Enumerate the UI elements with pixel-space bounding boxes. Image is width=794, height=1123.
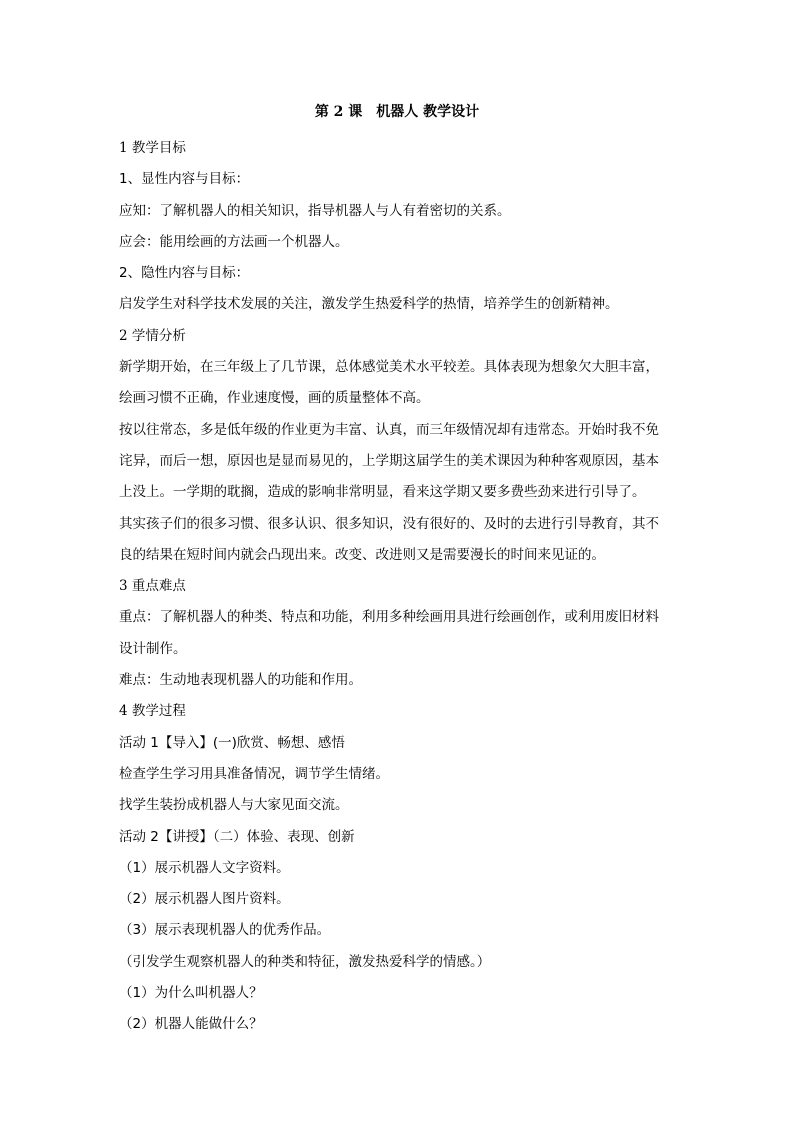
text-line: 2、隐性内容与目标：	[119, 265, 250, 282]
text-line: 新学期开始，在三年级上了几节课，总体感觉美术水平较差。具体表现为想象欠大胆丰富，	[119, 359, 659, 376]
text-line: （2）机器人能做什么？	[119, 1016, 263, 1033]
text-line: 检查学生学习用具准备情况，调节学生情绪。	[119, 765, 389, 782]
text-line: 诧异，而后一想，原因也是显而易见的，上学期这届学生的美术课因为种种客观原因，基本	[119, 452, 659, 469]
document-body	[119, 133, 679, 1041]
text-line: （1）为什么叫机器人？	[119, 985, 263, 1002]
section-heading-objectives: 1 教学目标	[119, 140, 186, 156]
text-line: （3）展示表现机器人的优秀作品。	[119, 922, 331, 939]
text-line: 活动 1【导入】(一)欣赏、畅想、感悟	[119, 734, 345, 751]
text-line: 1、显性内容与目标：	[119, 171, 250, 188]
text-line: 绘画习惯不正确，作业速度慢，画的质量整体不高。	[119, 390, 430, 407]
text-line: 良的结果在短时间内就会凸现出来。改变、改进则又是需要漫长的时间来见证的。	[119, 546, 605, 563]
section-heading-key-points: 3 重点难点	[119, 578, 186, 595]
text-line: 难点：生动地表现机器人的功能和作用。	[119, 672, 362, 689]
text-line: 重点：了解机器人的种类、特点和功能，利用多种绘画用具进行绘画创作，或利用废旧材料	[119, 609, 659, 626]
text-line: 按以往常态，多是低年级的作业更为丰富、认真，而三年级情况却有违常态。开始时我不免	[119, 421, 659, 438]
text-line: （1）展示机器人文字资料。	[119, 859, 290, 876]
section-heading-analysis: 2 学情分析	[119, 327, 186, 344]
text-line: （引发学生观察机器人的种类和特征，激发热爱科学的情感。）	[119, 953, 491, 970]
text-line: 启发学生对科学技术发展的关注，激发学生热爱科学的热情，培养学生的创新精神。	[119, 296, 619, 313]
text-line: 应会：能用绘画的方法画一个机器人。	[119, 233, 349, 250]
text-line: 上没上。一学期的耽搁，造成的影响非常明显，看来这学期又要多费些劲来进行引导了。	[119, 484, 646, 501]
text-line: （2）展示机器人图片资料。	[119, 891, 290, 908]
text-line: 找学生装扮成机器人与大家见面交流。	[119, 797, 349, 814]
document-title: 第 2 课 机器人 教学设计	[314, 104, 480, 120]
text-line: 应知：了解机器人的相关知识，指导机器人与人有着密切的关系。	[119, 202, 511, 219]
section-heading-process: 4 教学过程	[119, 703, 186, 720]
text-line: 活动 2【讲授】（二）体验、表现、创新	[119, 828, 355, 845]
text-line: 其实孩子们的很多习惯、很多认识、很多知识，没有很好的、及时的去进行引导教育，其不	[119, 515, 659, 532]
text-line: 设计制作。	[119, 640, 187, 657]
